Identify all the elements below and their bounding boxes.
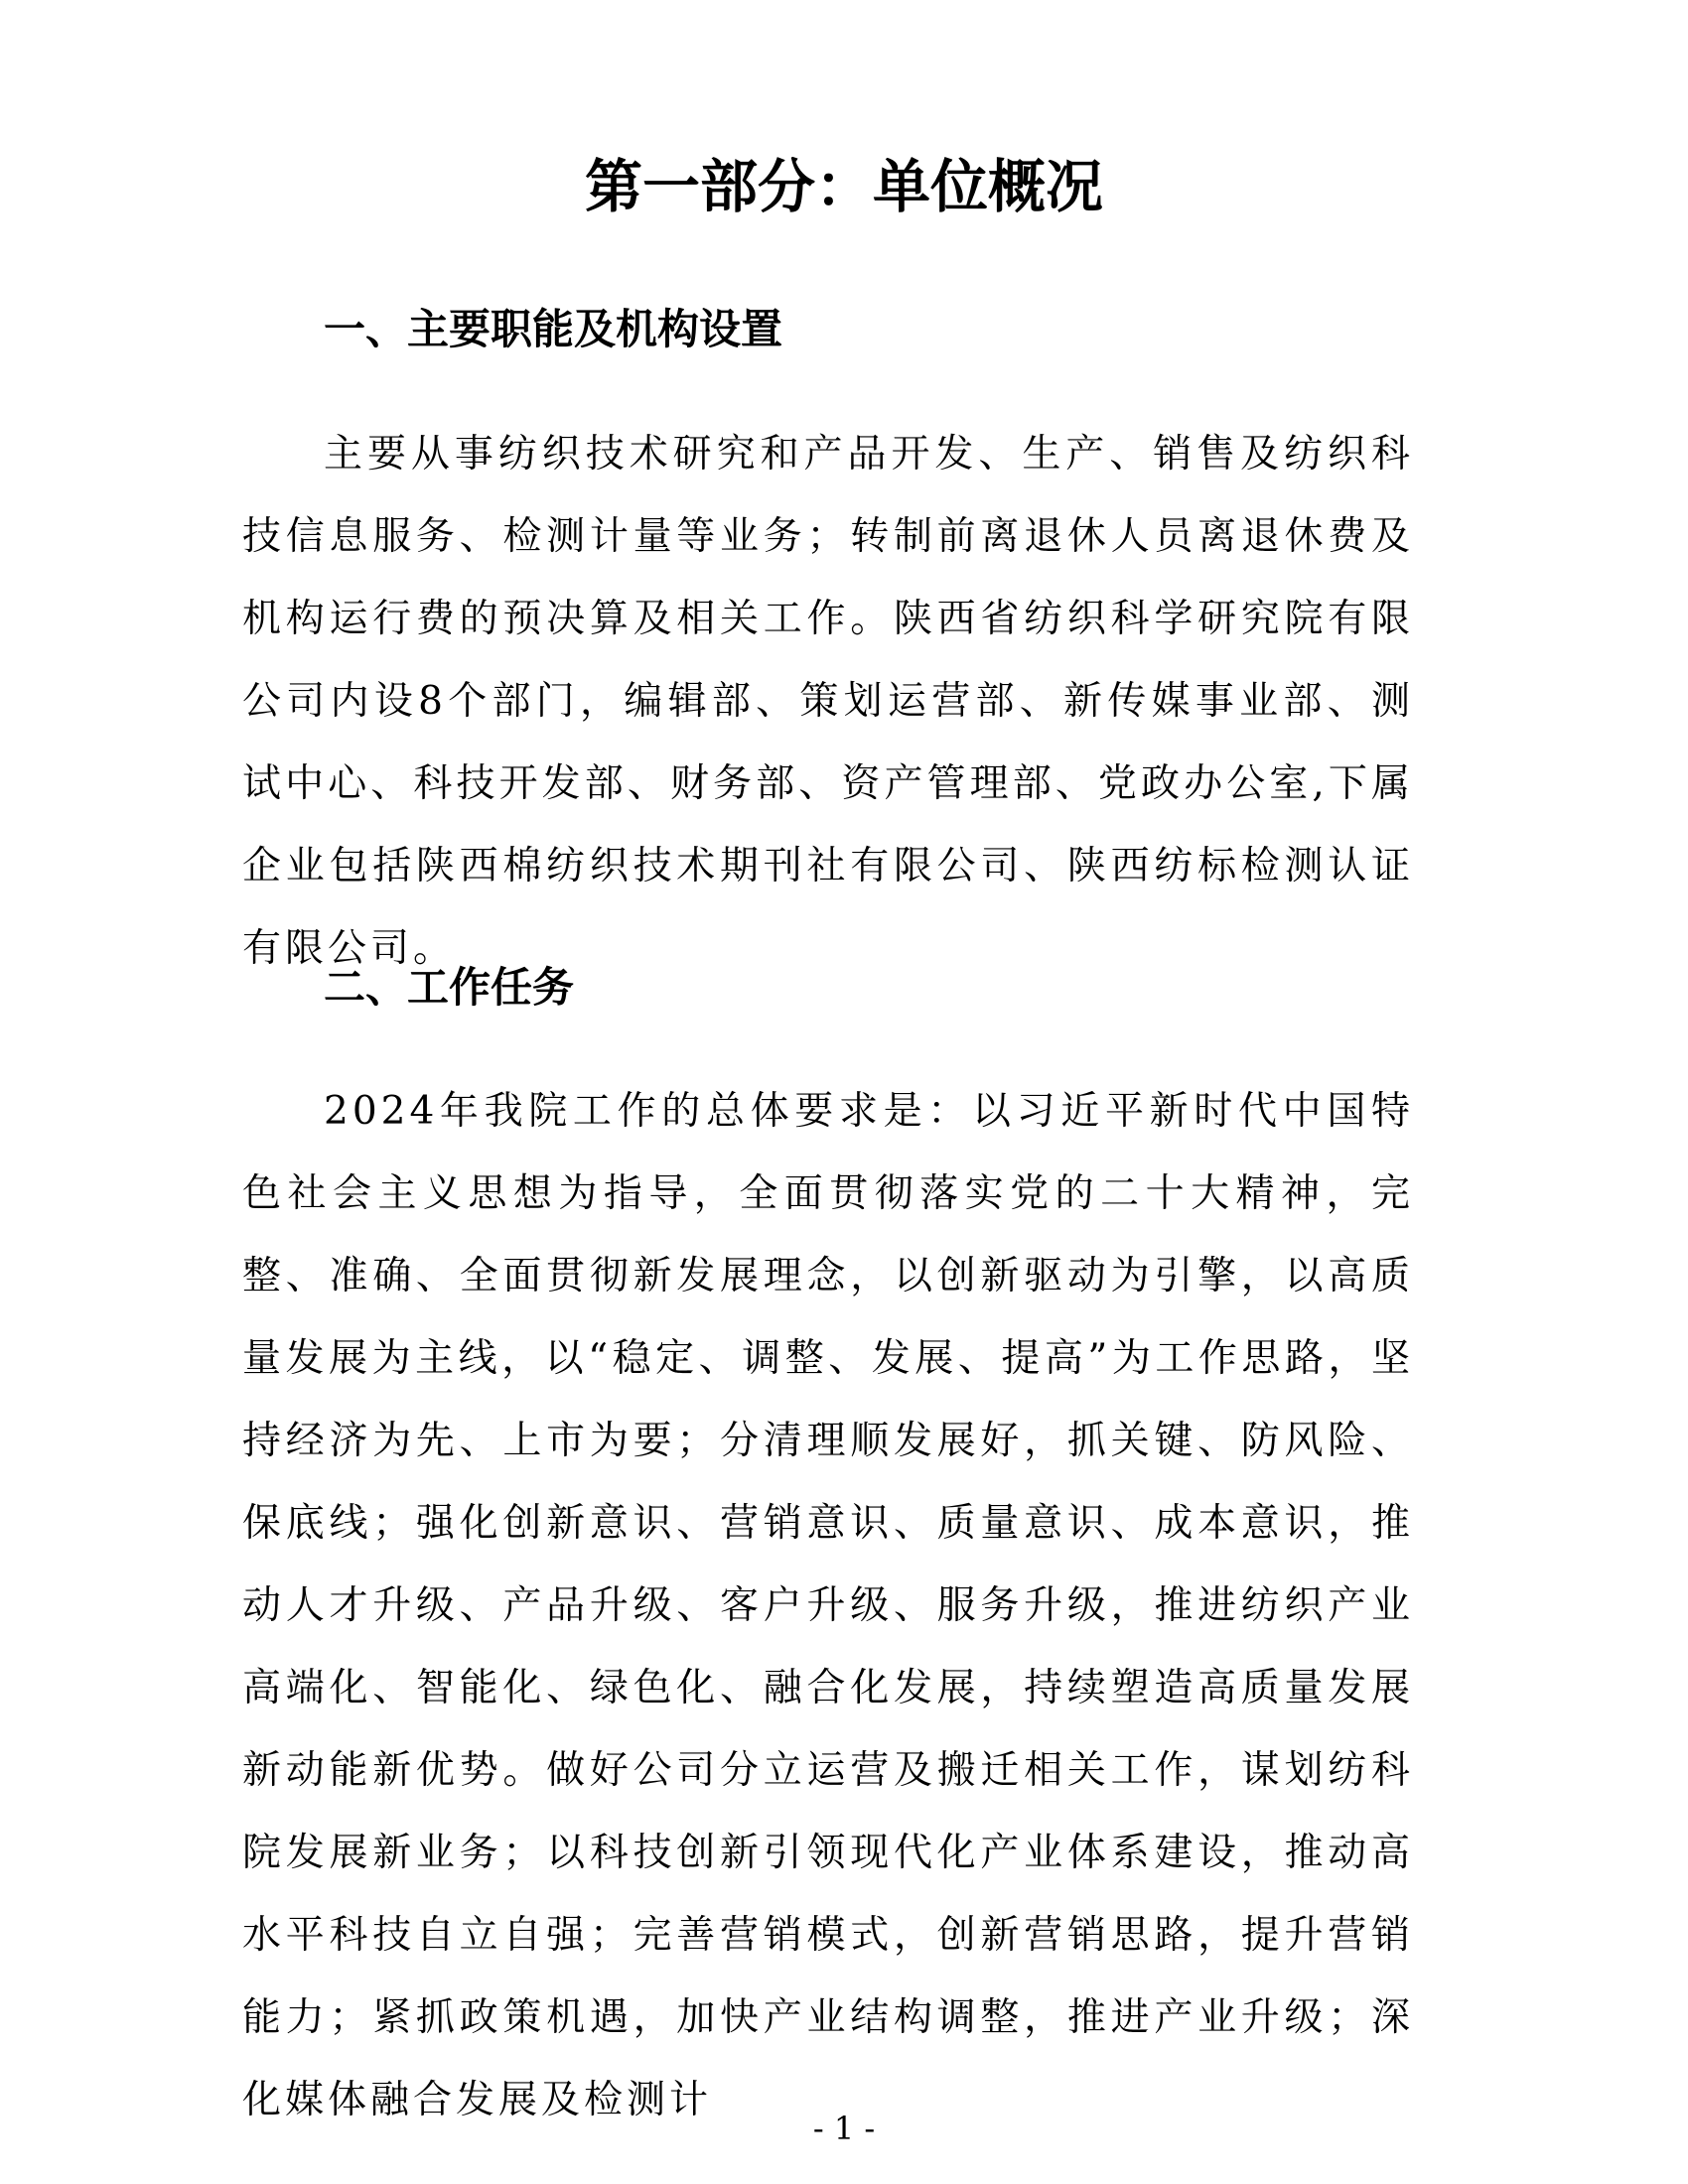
section-paragraph-functions: 主要从事纺织技术研究和产品开发、生产、销售及纺织科技信息服务、检测计量等业务；转制前离退休人员离退休费及机构运行费的预决算及相关工作。陕西省纺织科学研究院有限公司内设8个部门，编辑部、策划运营部、新传媒事业部、测试中心、科技开发部、财务部、资产管理部、党政办公室,下属企业包括陕西棉纺织技术期刊社有限公司、陕西纺标检测认证有限公司。 [242, 432, 1414, 971]
section-heading-functions: 一、主要职能及机构设置 [324, 305, 783, 353]
section-paragraph-tasks: 2024年我院工作的总体要求是：以习近平新时代中国特色社会主义思想为指导，全面贯彻落实党的二十大精神，完整、准确、全面贯彻新发展理念，以创新驱动为引擎，以高质量发展为主线，以“稳定、调整、发展、提高”为工作思路，坚持经济为先、上市为要；分清理顺发展好，抓关键、防风险、保底线；强化创新意识、营销意识、质量意识、成本意识，推动人才升级、产品升级、客户升级、服务升级，推进纺织产业高端化、智能化、绿色化、融合化发展，持续塑造高质量发展新动能新优势。做好公司分立运营及搬迁相关工作，谋划纺科院发展新业务；以科技创新引领现代化产业体系建设，推动高水平科技自立自强；完善营销模式，创新营销思路，提升营销能力；紧抓政策机遇，加快产业结构调整，推进产业升级；深化媒体融合发展及检测计 [242, 1089, 1414, 2122]
page-number: - 1 - [812, 2110, 876, 2147]
section-heading-tasks: 二、工作任务 [324, 963, 575, 1012]
page-title: 第一部分：单位概况 [584, 153, 1103, 220]
